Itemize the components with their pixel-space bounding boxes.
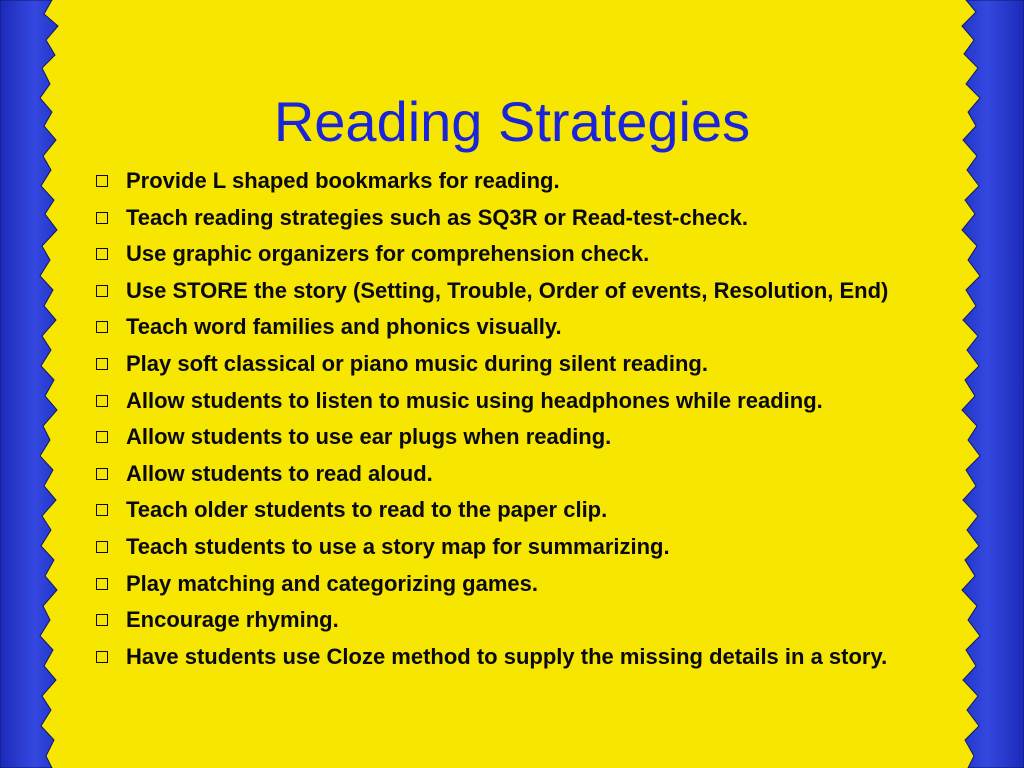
bullet-item bbox=[92, 166, 952, 196]
hollow-square-icon bbox=[96, 504, 108, 516]
hollow-square-icon bbox=[96, 614, 108, 626]
bullet-text: Teach students to use a story map for summarizing. bbox=[126, 533, 670, 559]
bullet-item bbox=[92, 276, 952, 306]
bullet-text: Teach word families and phonics visually. bbox=[126, 314, 562, 340]
bullet-text: Provide L shaped bookmarks for reading. bbox=[126, 168, 560, 193]
bullet-item bbox=[92, 422, 952, 452]
bullet-item bbox=[92, 495, 952, 525]
bullet-item bbox=[92, 642, 952, 672]
bullet-item bbox=[92, 459, 952, 489]
bullet-text: Play matching and categorizing games. bbox=[126, 570, 538, 596]
hollow-square-icon bbox=[96, 651, 108, 663]
bullet-text: Allow students to listen to music using headphones while reading. bbox=[126, 387, 823, 413]
hollow-square-icon bbox=[96, 175, 108, 187]
bullet-item bbox=[92, 312, 952, 342]
bullet-text: Teach reading strategies such as SQ3R or Read-test-check. bbox=[126, 204, 748, 230]
hollow-square-icon bbox=[96, 468, 108, 480]
hollow-square-icon bbox=[96, 578, 108, 590]
hollow-square-icon bbox=[96, 431, 108, 443]
bullet-text: Allow students to use ear plugs when reading. bbox=[126, 424, 612, 450]
bullet-item bbox=[92, 203, 952, 233]
bullet-text: Play soft classical or piano music during silent reading. bbox=[126, 350, 708, 376]
bullet-item bbox=[92, 386, 952, 416]
bullet-item bbox=[92, 349, 952, 379]
bullet-text: Use graphic organizers for comprehension check. bbox=[126, 241, 650, 267]
hollow-square-icon bbox=[96, 212, 108, 224]
hollow-square-icon bbox=[96, 541, 108, 553]
bullet-text: Use STORE the story (Setting, Trouble, Order of events, Resolution, End) bbox=[126, 277, 889, 303]
bullet-list bbox=[92, 166, 952, 678]
hollow-square-icon bbox=[96, 285, 108, 297]
bullet-text: Encourage rhyming. bbox=[126, 607, 339, 633]
bullet-item bbox=[92, 605, 952, 635]
slide-title: Reading Strategies bbox=[273, 90, 751, 153]
bullet-text: Have students use Cloze method to supply the missing details in a story. bbox=[126, 643, 888, 669]
bullet-text: Allow students to read aloud. bbox=[126, 460, 433, 486]
bullet-item bbox=[92, 239, 952, 269]
hollow-square-icon bbox=[96, 395, 108, 407]
bullet-item bbox=[92, 569, 952, 599]
hollow-square-icon bbox=[96, 248, 108, 260]
bullet-text: Teach older students to read to the paper clip. bbox=[126, 497, 608, 523]
hollow-square-icon bbox=[96, 358, 108, 370]
hollow-square-icon bbox=[96, 321, 108, 333]
bullet-item bbox=[92, 532, 952, 562]
